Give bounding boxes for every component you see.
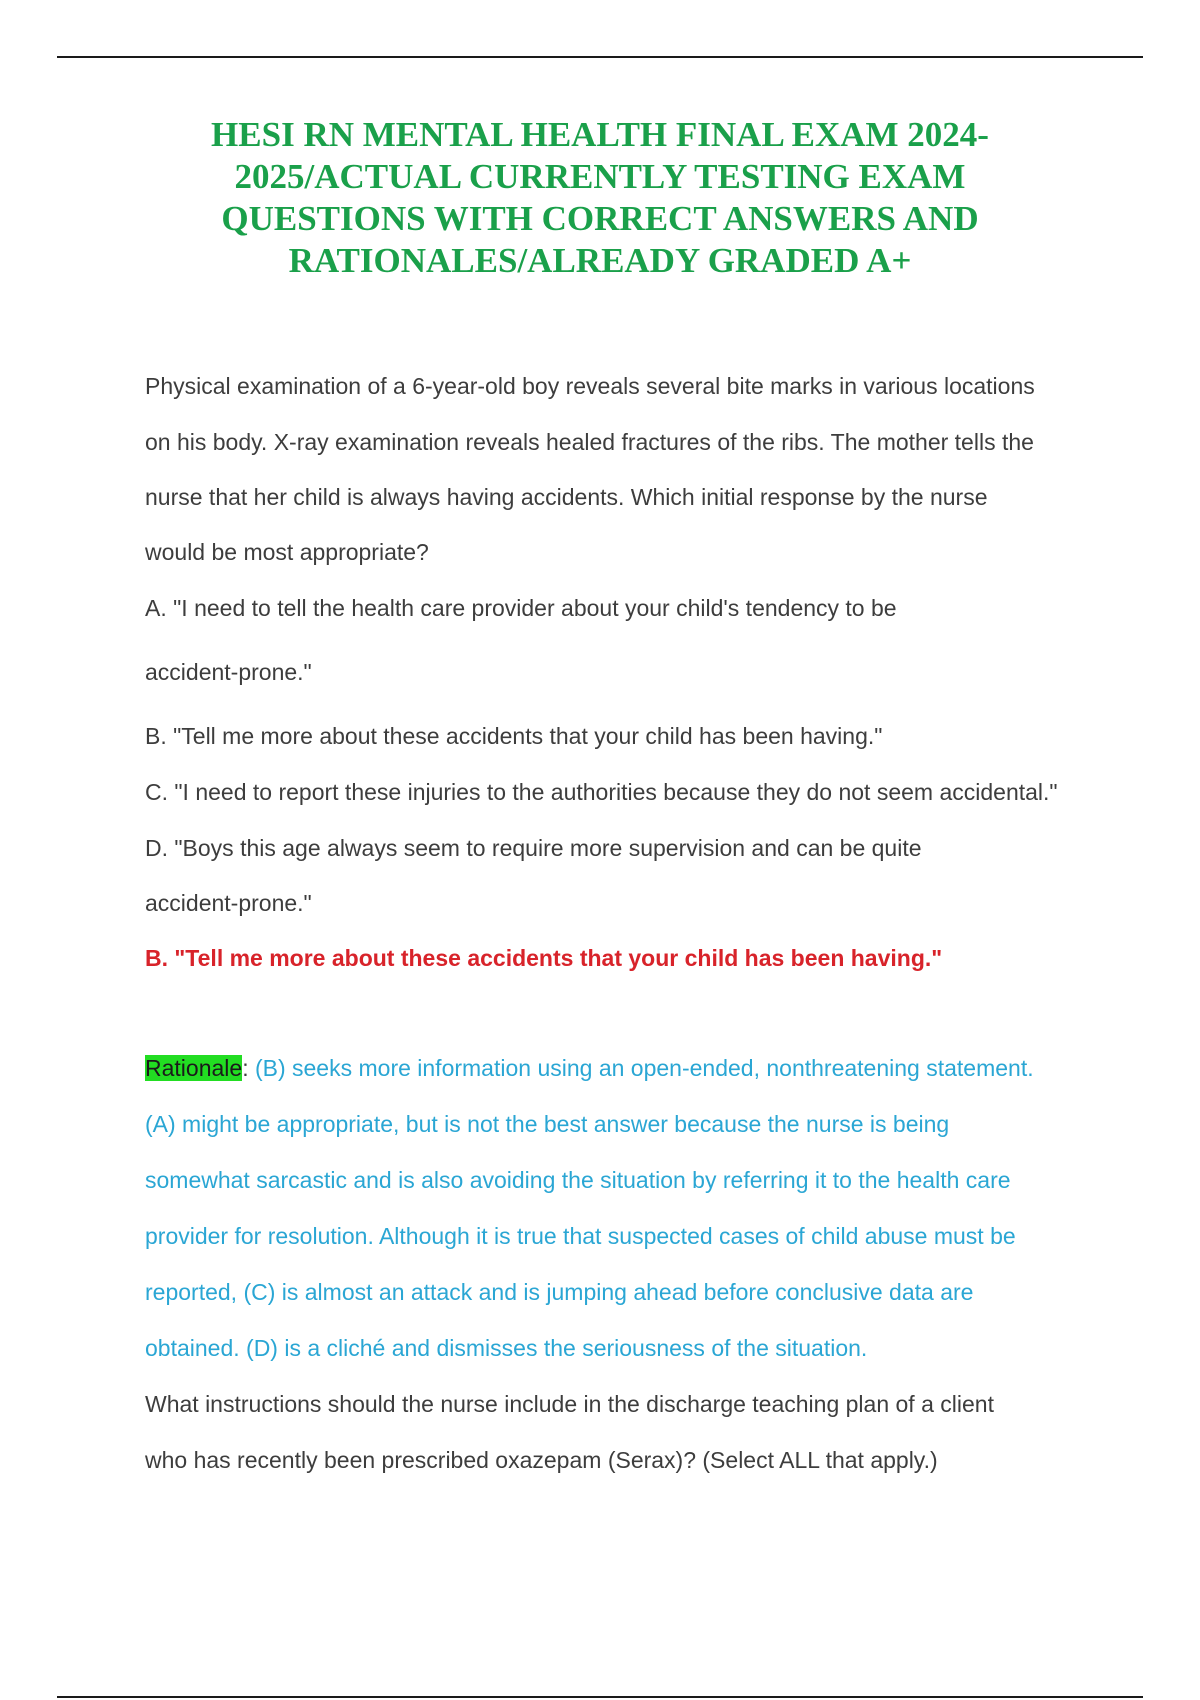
rationale-label: Rationale xyxy=(145,1055,243,1081)
option-b: B. "Tell me more about these accidents that your child has been having." xyxy=(145,723,883,749)
question-stem-line: nurse that her child is always having accidents. Which initial response by the nurse xyxy=(145,484,988,510)
rationale-colon: : xyxy=(242,1055,255,1081)
question-1 xyxy=(145,358,1105,1376)
document-body xyxy=(145,358,1105,1488)
option-a-continued: accident-prone." xyxy=(145,659,312,685)
question-2 xyxy=(145,1376,1105,1488)
title-line: HESI RN MENTAL HEALTH FINAL EXAM 2024- xyxy=(211,115,989,154)
document-title xyxy=(140,114,1060,282)
question-stem-line: would be most appropriate? xyxy=(145,539,429,565)
option-d: D. "Boys this age always seem to require more supervision and can be quite xyxy=(145,835,922,861)
rationale-line: somewhat sarcastic and is also avoiding the situation by referring it to the health care xyxy=(145,1167,1011,1193)
bottom-divider xyxy=(57,1696,1143,1698)
rationale-line: obtained. (D) is a cliché and dismisses the seriousness of the situation. xyxy=(145,1335,868,1361)
rationale-line xyxy=(145,1040,1105,1096)
title-line: RATIONALES/ALREADY GRADED A+ xyxy=(288,241,912,280)
correct-answer: B. "Tell me more about these accidents that your child has been having." xyxy=(145,945,943,971)
question-stem-line: What instructions should the nurse include in the discharge teaching plan of a client xyxy=(145,1391,994,1417)
rationale-text: (B) seeks more information using an open-ended, nonthreatening statement. xyxy=(254,1055,1034,1081)
spacer xyxy=(145,986,1105,1040)
rationale-line: (A) might be appropriate, but is not the best answer because the nurse is being xyxy=(145,1111,950,1137)
title-line: QUESTIONS WITH CORRECT ANSWERS AND xyxy=(221,199,979,238)
option-d-continued: accident-prone." xyxy=(145,890,312,916)
top-divider xyxy=(57,56,1143,58)
option-c: C. "I need to report these injuries to the authorities because they do not seem accidental." xyxy=(145,779,1058,805)
question-stem-line: who has recently been prescribed oxazepam (Serax)? (Select ALL that apply.) xyxy=(145,1447,938,1473)
title-line: 2025/ACTUAL CURRENTLY TESTING EXAM xyxy=(234,157,966,196)
question-stem-line: on his body. X-ray examination reveals healed fractures of the ribs. The mother tells the xyxy=(145,429,1034,455)
rationale-line: provider for resolution. Although it is true that suspected cases of child abuse must be xyxy=(145,1223,1016,1249)
option-a: A. "I need to tell the health care provider about your child's tendency to be xyxy=(145,595,897,621)
question-stem-line: Physical examination of a 6-year-old boy reveals several bite marks in various locations xyxy=(145,373,1035,399)
rationale-line: reported, (C) is almost an attack and is jumping ahead before conclusive data are xyxy=(145,1279,974,1305)
